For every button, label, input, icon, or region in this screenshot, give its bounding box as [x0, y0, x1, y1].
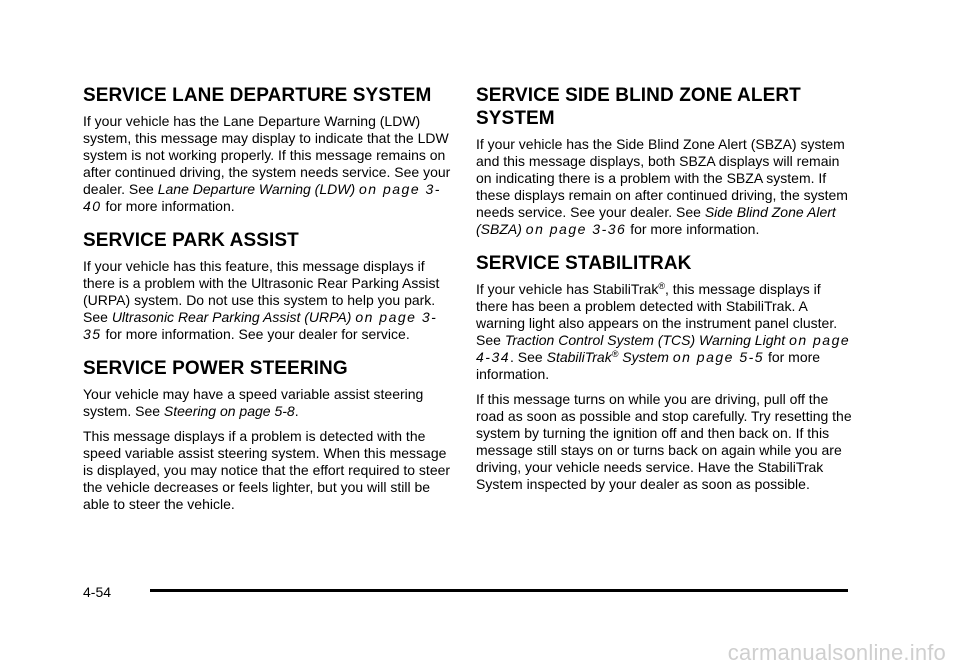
section-power-steering — [83, 357, 455, 513]
cross-reference-link[interactable]: Ultrasonic Rear Parking Assist (URPA) on page 3-35 — [83, 309, 438, 342]
section-park-assist — [83, 229, 455, 343]
cross-reference-link[interactable]: StabiliTrak® System on page 5-5 — [546, 349, 765, 365]
section-paragraph: If your vehicle has StabiliTrak®, this message displays if there has been a problem detected with StabiliTrak. A warning light also appears on the instrument panel cluster. See Traction Control System (TCS) Warning Light on page 4-34. See StabiliTrak® System on page 5-5 for more information. — [476, 281, 851, 382]
watermark: carmanualsonline.info — [727, 640, 946, 665]
section-paragraph: If this message turns on while you are driving, pull off the road as soon as possible and stop carefully. Try resetting the system by turning the ignition off and then back on. If this message still stays on or turns back on again while you are driving, your vehicle needs service. Have the StabiliTrak System inspected by your dealer as soon as possible. — [476, 391, 852, 492]
section-lane-departure — [83, 84, 455, 215]
section-heading: SERVICE SIDE BLIND ZONE ALERT SYSTEM — [476, 85, 801, 129]
section-heading: SERVICE POWER STEERING — [83, 358, 348, 379]
section-paragraph: This message displays if a problem is detected with the speed variable assist steering system. When this message is displayed, you may notice that the effort required to steer the vehicle decreases or feels lighter, but you will still be able to steer the vehicle. — [83, 428, 451, 512]
section-heading: SERVICE PARK ASSIST — [83, 230, 299, 251]
cross-reference-link[interactable]: Side Blind Zone Alert (SBZA) on page 3-36 — [476, 204, 836, 237]
page-number: 4-54 — [83, 584, 112, 600]
cross-reference-link[interactable]: Steering on page 5-8 — [163, 403, 295, 419]
section-paragraph: If your vehicle has the Side Blind Zone Alert (SBZA) system and this message displays, both SBZA displays will remain on indicating there is a problem with the SBZA system. If these displays remain on after continued driving, the system needs service. See your dealer. See Side Blind Zone Alert (SBZA) on page 3-36 for more information. — [476, 136, 848, 237]
section-paragraph: If your vehicle has the Lane Departure Warning (LDW) system, this message may display to indicate that the LDW system is not working properly. If this message remains on after continued driving, the system needs service. See your dealer. See Lane Departure Warning (LDW) on page 3-40 for more information. — [83, 113, 451, 214]
registered-mark: ® — [658, 281, 665, 291]
section-side-blind-zone — [476, 84, 856, 238]
section-paragraph: If your vehicle has this feature, this message displays if there is a problem with the Ultrasonic Rear Parking Assist (URPA) system. Do not use this system to help you park. See Ultrasonic Rear Parking Assist (URPA) on page 3-35 for more information. See your dealer for service. — [83, 258, 440, 342]
section-paragraph: Your vehicle may have a speed variable assist steering system. See Steering on page 5-8. — [83, 386, 424, 419]
section-stabilitrak — [476, 252, 856, 493]
left-column — [83, 84, 455, 527]
right-column — [476, 84, 856, 507]
footer-rule — [150, 589, 848, 592]
cross-reference-link[interactable]: Traction Control System (TCS) Warning Light on page 4-34 — [476, 332, 851, 365]
section-heading: SERVICE LANE DEPARTURE SYSTEM — [83, 85, 432, 106]
cross-reference-link[interactable]: Lane Departure Warning (LDW) on page 3-40 — [83, 181, 441, 214]
section-heading: SERVICE STABILITRAK — [476, 253, 692, 274]
